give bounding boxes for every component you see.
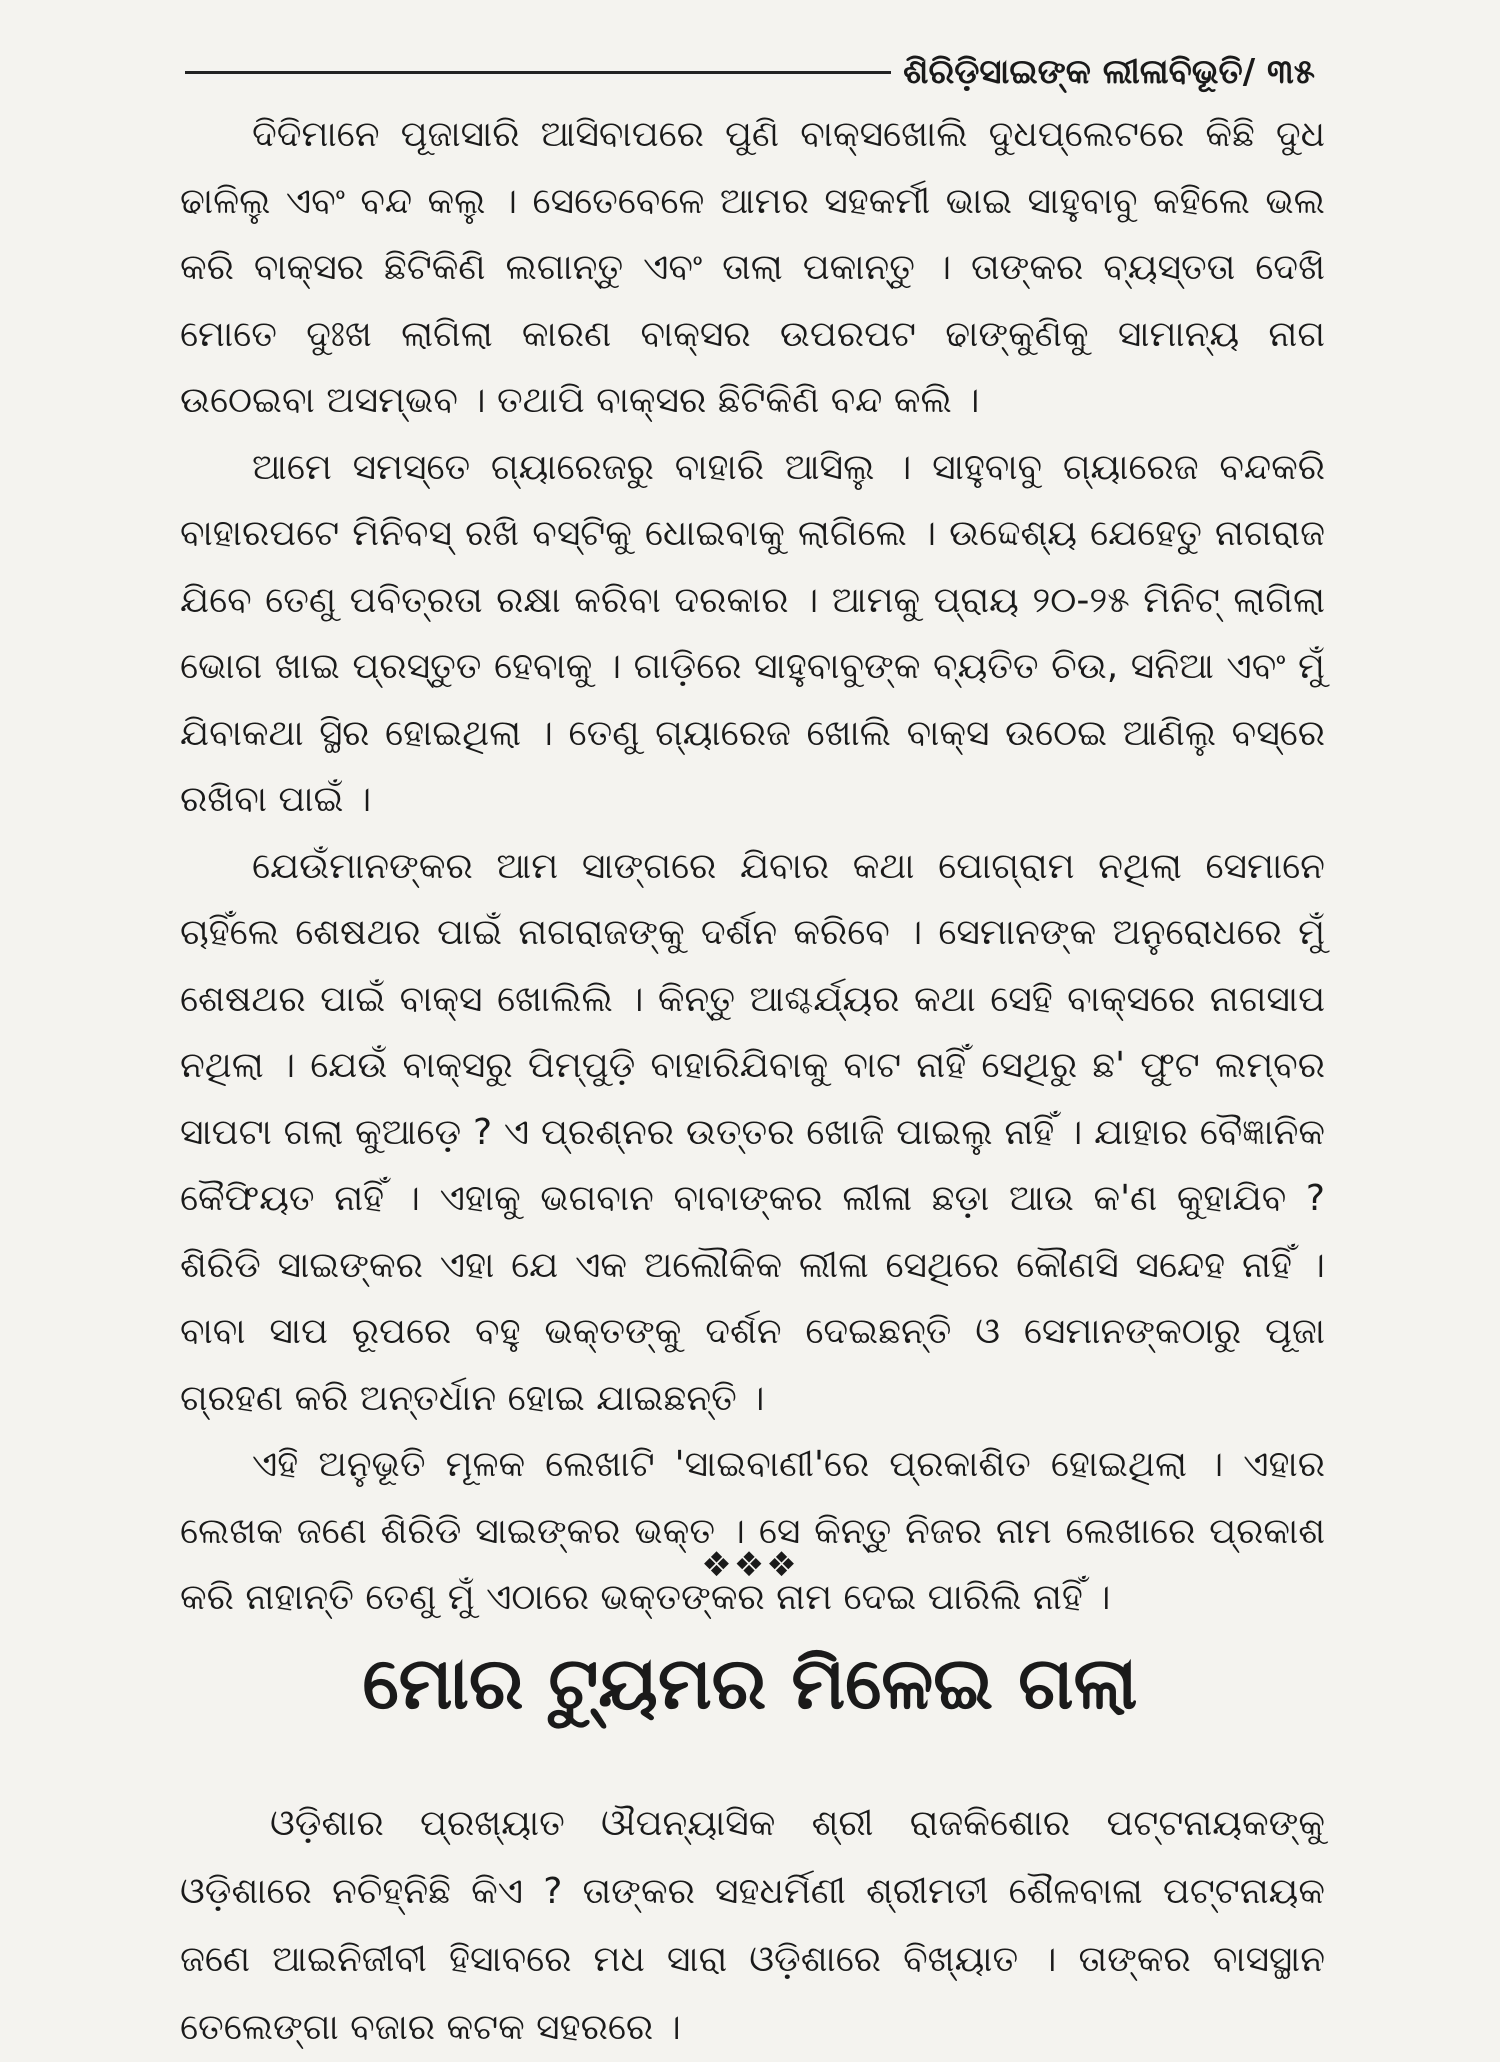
paragraph: ଆମେ ସମସ୍ତେ ଗ୍ୟାରେଜରୁ ବାହାରି ଆସିଲୁ । ସାହୁବାବୁ ଗ୍ୟାରେଜ ବନ୍ଦକରି ବାହାରପଟେ ମିନିବସ୍ ରଖି ବସ୍‌ଟିକୁ ଧୋଇବାକୁ ଲାଗିଲେ । ଉଦ୍ଦେଶ୍ୟ ଯେହେତୁ ନାଗରାଜ ଯିବେ ତେଣୁ ପବିତ୍ରତା ରକ୍ଷା କରିବା ଦରକାର । ଆମକୁ ପ୍ରାୟ ୨୦-୨୫ ମିନିଟ୍ ଲାଗିଲା ଭୋଗ ଖାଇ ପ୍ରସ୍ତୁତ ହେବାକୁ । ଗାଡ଼ିରେ ସାହୁବାବୁଙ୍କ ବ୍ୟତିତ ଚିଉ, ସନିଆ ଏବଂ ମୁଁ ଯିବାକଥା ସ୍ଥିର ହୋଇଥିଲା । ତେଣୁ ଗ୍ୟାରେଜ ଖୋଲି ବାକ୍ସ ଉଠେଇ ଆଣିଲୁ ବସ୍‌ରେ ରଖିବା ପାଇଁ । [180, 446, 1325, 820]
paragraph: ଏହି ଅନୁଭୂତି ମୂଳକ ଲେଖାଟି 'ସାଇବାଣୀ'ରେ ପ୍ରକାଶିତ ହୋଇଥିଲା । ଏହାର ଲେଖକ ଜଣେ ଶିରିଡି ସାଇଙ୍କର ଭକ୍ତ । ସେ କିନ୍ତୁ ନିଜର ନାମ ଲେଖାରେ ପ୍ରକାଶ କରି ନାହାନ୍ତି ତେଣୁ ମୁଁ ଏଠାରେ ଭକ୍ତଙ୍କର ନାମ ଦେଇ ପାରିଲି ନାହିଁ । [180, 1444, 1325, 1618]
running-title: ଶିରିଡ଼ିସାଇଙ୍କ ଲୀଳାବିଭୂତି/ ୩୫ [903, 52, 1315, 92]
chapter-text [180, 1790, 1325, 2062]
paragraph: ଓଡ଼ିଶାର ପ୍ରଖ୍ୟାତ ଔପନ୍ୟାସିକ ଶ୍ରୀ ରାଜକିଶୋର ପଟ୍ଟନାୟକଙ୍କୁ ଓଡ଼ିଶାରେ ନଚିହ୍ନିଛି କିଏ ? ତାଙ୍କର ସହଧର୍ମିଣୀ ଶ୍ରୀମତୀ ଶୈଳବାଳା ପଟ୍ଟନାୟକ ଜଣେ ଆଇନିଜୀବୀ ହିସାବରେ ମଧ ସାରା ଓଡ଼ିଶାରେ ବିଖ୍ୟାତ । ତାଙ୍କର ବାସସ୍ଥାନ ତେଲେଙ୍ଗା ବଜାର କଟକ ସହରରେ । [180, 1803, 1325, 2048]
header-rule [185, 71, 891, 74]
body-text [180, 102, 1325, 1632]
section-ornament: ❖❖❖ [701, 1545, 799, 1585]
paragraph: ଦିଦିମାନେ ପୂଜାସାରି ଆସିବାପରେ ପୁଣି ବାକ୍ସଖୋଲି ଦୁଧପ୍ଲେଟରେ କିଛି ଦୁଧ ଢାଳିଲୁ ଏବଂ ବନ୍ଦ କଲୁ । ସେତେବେଳେ ଆମର ସହକର୍ମୀ ଭାଇ ସାହୁବାବୁ କହିଲେ ଭଲ କରି ବାକ୍ସର ଛିଟିକିଣି ଲଗାନ୍ତୁ ଏବଂ ତାଲା ପକାନ୍ତୁ । ତାଙ୍କର ବ୍ୟସ୍ତତା ଦେଖି ମୋତେ ଦୁଃଖ ଲାଗିଲା କାରଣ ବାକ୍ସର ଉପରପଟ ଢାଙ୍କୁଣିକୁ ସାମାନ୍ୟ ନାଗ ଉଠେଇବା ଅସମ୍ଭବ । ତଥାପି ବାକ୍ସର ଛିଟିକିଣି ବନ୍ଦ କଲି । [180, 114, 1325, 421]
chapter-title: ମୋର ଟ୍ୟୁମର ମିଳେଇ ଗଲା [362, 1640, 1138, 1725]
paragraph: ଯେଉଁମାନଙ୍କର ଆମ ସାଙ୍ଗରେ ଯିବାର କଥା ପୋଗ୍ରାମ ନଥିଲା ସେମାନେ ଚାହିଁଲେ ଶେଷଥର ପାଇଁ ନାଗରାଜଙ୍କୁ ଦର୍ଶନ କରିବେ । ସେମାନଙ୍କ ଅନୁରୋଧରେ ମୁଁ ଶେଷଥର ପାଇଁ ବାକ୍ସ ଖୋଲିଲି । କିନ୍ତୁ ଆଶ୍ଚର୍ଯ୍ୟର କଥା ସେହି ବାକ୍ସରେ ନାଗସାପ ନଥିଲା । ଯେଉଁ ବାକ୍ସରୁ ପିମ୍ପୁଡ଼ି ବାହାରିଯିବାକୁ ବାଟ ନାହିଁ ସେଥିରୁ ଛ' ଫୁଟ ଲମ୍ବର ସାପଟା ଗଲା କୁଆଡ଼େ ? ଏ ପ୍ରଶ୍ନର ଉତ୍ତର ଖୋଜି ପାଇଲୁ ନାହିଁ । ଯାହାର ବୈଜ୍ଞାନିକ କୈଫିୟତ ନାହିଁ । ଏହାକୁ ଭଗବାନ ବାବାଙ୍କର ଲୀଳା ଛଡ଼ା ଆଉ କ'ଣ କୁହାଯିବ ? ଶିରିଡି ସାଇଙ୍କର ଏହା ଯେ ଏକ ଅଲୌକିକ ଲୀଳା ସେଥିରେ କୌଣସି ସନ୍ଦେହ ନାହିଁ । ବାବା ସାପ ରୂପରେ ବହୁ ଭକ୍ତଙ୍କୁ ଦର୍ଶନ ଦେଇଛନ୍ତି ଓ ସେମାନଙ୍କଠାରୁ ପୂଜା ଗ୍ରହଣ କରି ଅନ୍ତର୍ଧାନ ହୋଇ ଯାଇଛନ୍ତି । [180, 845, 1325, 1419]
running-header [185, 52, 1315, 92]
